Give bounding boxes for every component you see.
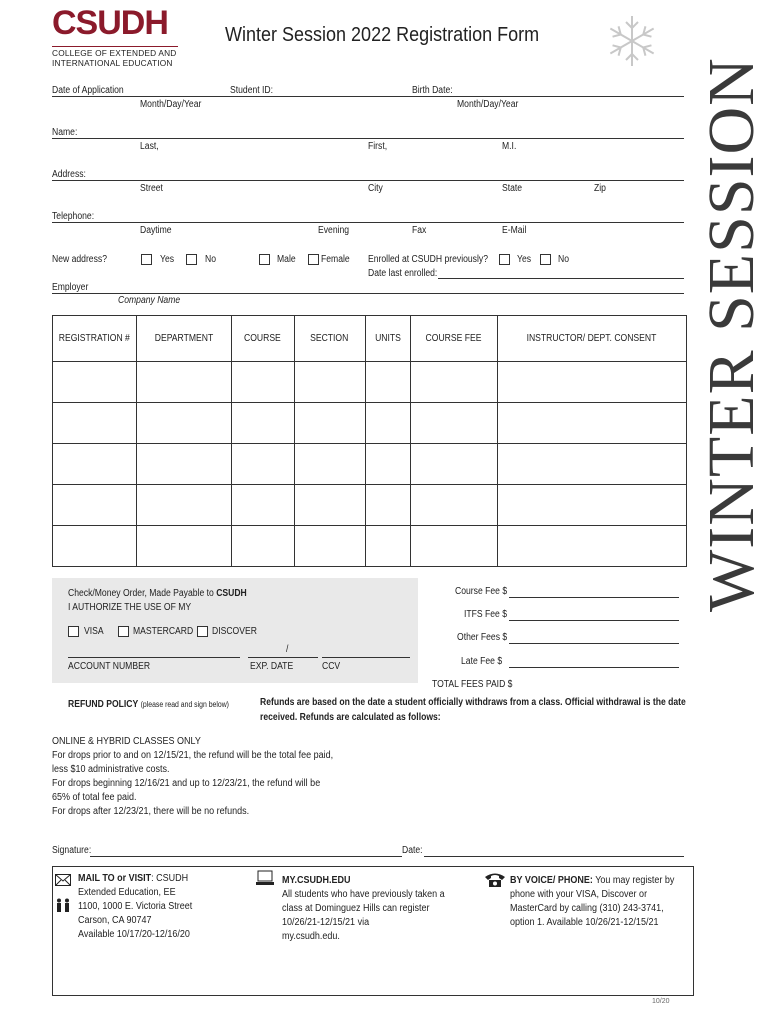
mail-line: Extended Education, EE [78,887,176,898]
table-cell[interactable] [231,526,294,567]
date-hint: Month/Day/Year [140,99,202,110]
fax-hint: Fax [412,225,427,236]
new-address-no-checkbox[interactable] [186,254,197,265]
mastercard-label: MASTERCARD [133,626,194,637]
check-payable-label: Check/Money Order, Made Payable to CSUDH [68,588,247,599]
refund-details [52,735,412,819]
late-fee-field[interactable] [509,655,679,667]
table-cell[interactable] [410,403,497,444]
discover-checkbox[interactable] [197,626,208,637]
table-cell[interactable] [53,362,137,403]
mail-line: Available 10/17/20-12/16/20 [78,929,190,940]
visa-label: VISA [84,626,104,637]
table-cell[interactable] [294,526,365,567]
signature-field[interactable] [90,844,402,856]
birth-date-label: Birth Date: [412,85,453,96]
table-cell[interactable] [410,485,497,526]
table-cell[interactable] [410,526,497,567]
birth-date-field[interactable] [470,84,670,96]
table-cell[interactable] [136,403,231,444]
mi-hint: M.I. [502,141,517,152]
table-cell[interactable] [497,403,686,444]
table-row [53,403,687,444]
table-cell[interactable] [294,403,365,444]
account-number-label: ACCOUNT NUMBER [68,661,151,672]
table-cell[interactable] [365,526,410,567]
new-address-yes-label: Yes [160,254,175,265]
refund-policy-heading: REFUND POLICY (please read and sign below) [68,699,229,710]
refund-line: ONLINE & HYBRID CLASSES ONLY [52,736,201,747]
col-registration: REGISTRATION # [53,316,137,362]
new-address-no-label: No [205,254,217,265]
refund-based-on: Refunds are based on the date a student officially withdraws from a class. Official withdrawal is the date [260,697,686,708]
enrolled-yes-label: Yes [517,254,532,265]
telephone-field[interactable] [100,210,680,222]
date-last-enrolled-label: Date last enrolled: [368,268,438,279]
web-line: class at Dominguez Hills can register [282,903,430,914]
name-label: Name: [52,127,78,138]
table-cell[interactable] [497,485,686,526]
address-label: Address: [52,169,86,180]
signature-label: Signature: [52,845,92,856]
college-line-1: COLLEGE OF EXTENDED AND [52,48,177,58]
female-label: Female [321,254,350,265]
mail-visit-block [78,872,240,942]
visa-checkbox[interactable] [68,626,79,637]
phone-line: option 1. Available 10/26/21-12/15/21 [510,917,659,928]
table-cell[interactable] [53,485,137,526]
zip-hint: Zip [594,183,606,194]
course-fee-field[interactable] [509,585,679,597]
table-cell[interactable] [410,362,497,403]
enrolled-yes-checkbox[interactable] [499,254,510,265]
table-cell[interactable] [410,444,497,485]
phone-icon [484,872,506,888]
telephone-label: Telephone: [52,211,95,222]
new-address-label: New address? [52,254,107,265]
web-line: 10/26/21-12/15/21 via [282,917,370,928]
signature-date-field[interactable] [424,844,684,856]
late-fee-label: Late Fee $ [461,656,503,667]
page-title: Winter Session 2022 Registration Form [225,24,540,46]
refund-line: less $10 administrative costs. [52,764,170,775]
city-hint: City [368,183,383,194]
form-code: 10/20 [652,998,670,1005]
date-of-application-field[interactable] [140,84,220,96]
table-cell[interactable] [294,444,365,485]
table-row [53,526,687,567]
male-label: Male [277,254,296,265]
col-section: SECTION [294,316,365,362]
table-cell[interactable] [231,444,294,485]
signature-date-label: Date: [402,845,423,856]
col-course-fee: COURSE FEE [410,316,497,362]
table-cell[interactable] [53,444,137,485]
table-row [53,485,687,526]
web-line: my.csudh.edu. [282,931,340,942]
ccv-field[interactable] [322,645,410,657]
phone-line: MasterCard by calling (310) 243-3741, [510,903,664,914]
date-of-application-label: Date of Application [52,85,124,96]
web-title: MY.CSUDH.EDU [282,875,351,886]
company-name-hint: Company Name [118,295,181,306]
winter-session-side-text: WINTER SESSION [695,57,768,612]
refund-line: For drops prior to and on 12/15/21, the refund will be the total fee paid, [52,750,334,761]
exp-slash: / [286,644,289,655]
table-cell[interactable] [497,362,686,403]
table-cell[interactable] [365,444,410,485]
enrolled-previously-label: Enrolled at CSUDH previously? [368,254,488,265]
birth-date-hint: Month/Day/Year [457,99,519,110]
account-number-field[interactable] [68,645,240,657]
itfs-fee-label: ITFS Fee $ [464,609,508,620]
exp-date-field[interactable] [248,645,318,657]
col-department: DEPARTMENT [136,316,231,362]
table-cell[interactable] [365,485,410,526]
enrolled-no-checkbox[interactable] [540,254,551,265]
envelope-icon [55,874,71,886]
col-instructor-consent: INSTRUCTOR/ DEPT. CONSENT [497,316,686,362]
table-cell[interactable] [136,526,231,567]
street-hint: Street [140,183,163,194]
table-cell[interactable] [231,362,294,403]
table-cell[interactable] [365,362,410,403]
table-cell[interactable] [136,444,231,485]
table-cell[interactable] [365,403,410,444]
evening-hint: Evening [318,225,350,236]
student-id-field[interactable] [280,84,400,96]
csudh-logo: CSUDH [52,4,168,42]
other-fees-field[interactable] [509,631,679,643]
date-last-enrolled-field[interactable] [438,266,684,278]
discover-label: DISCOVER [212,626,257,637]
college-line-2: INTERNATIONAL EDUCATION [52,58,173,68]
female-checkbox[interactable] [308,254,319,265]
email-hint: E-Mail [502,225,527,236]
phone-block [510,874,690,930]
address-field[interactable] [90,168,680,180]
table-cell[interactable] [231,403,294,444]
new-address-yes-checkbox[interactable] [141,254,152,265]
table-cell[interactable] [136,485,231,526]
snowflake-icon [602,12,662,70]
last-hint: Last, [140,141,159,152]
phone-line: phone with your VISA, Discover or [510,889,648,900]
table-header-row [53,316,687,362]
first-hint: First, [368,141,388,152]
col-course: COURSE [231,316,294,362]
table-cell[interactable] [136,362,231,403]
mastercard-checkbox[interactable] [118,626,129,637]
course-fee-label: Course Fee $ [455,586,508,597]
registration-table [52,315,687,567]
other-fees-label: Other Fees $ [457,632,508,643]
mail-line: Carson, CA 90747 [78,915,152,926]
computer-icon [256,870,274,886]
authorize-label: I AUTHORIZE THE USE OF MY [68,602,192,613]
table-row [53,444,687,485]
mail-line: 1100, 1000 E. Victoria Street [78,901,193,912]
table-cell[interactable] [497,444,686,485]
table-cell[interactable] [497,526,686,567]
refund-based-on-2: received. Refunds are calculated as follows: [260,712,441,723]
employer-label: Employer [52,282,89,293]
enrolled-no-label: No [558,254,570,265]
table-cell[interactable] [294,362,365,403]
refund-line: 65% of total fee paid. [52,792,137,803]
web-block [282,874,462,944]
exp-date-label: EXP. DATE [250,661,294,672]
refund-line: For drops after 12/23/21, there will be no refunds. [52,806,250,817]
male-checkbox[interactable] [259,254,270,265]
total-fees-label: TOTAL FEES PAID $ [432,679,513,690]
student-id-label: Student ID: [230,85,274,96]
table-row [53,362,687,403]
table-cell[interactable] [53,403,137,444]
refund-line: For drops beginning 12/16/21 and up to 12/23/21, the refund will be [52,778,321,789]
phone-title-line: BY VOICE/ PHONE: You may register by [510,875,675,886]
web-line: All students who have previously taken a [282,889,445,900]
ccv-label: CCV [322,661,341,672]
daytime-hint: Daytime [140,225,172,236]
table-cell[interactable] [231,485,294,526]
itfs-fee-field[interactable] [509,608,679,620]
table-cell[interactable] [294,485,365,526]
mail-title-line: MAIL TO or VISIT: CSUDH [78,873,189,884]
people-icon [55,898,71,912]
state-hint: State [502,183,523,194]
employer-field[interactable] [92,281,680,293]
col-units: UNITS [365,316,410,362]
name-field[interactable] [80,126,680,138]
table-cell[interactable] [53,526,137,567]
